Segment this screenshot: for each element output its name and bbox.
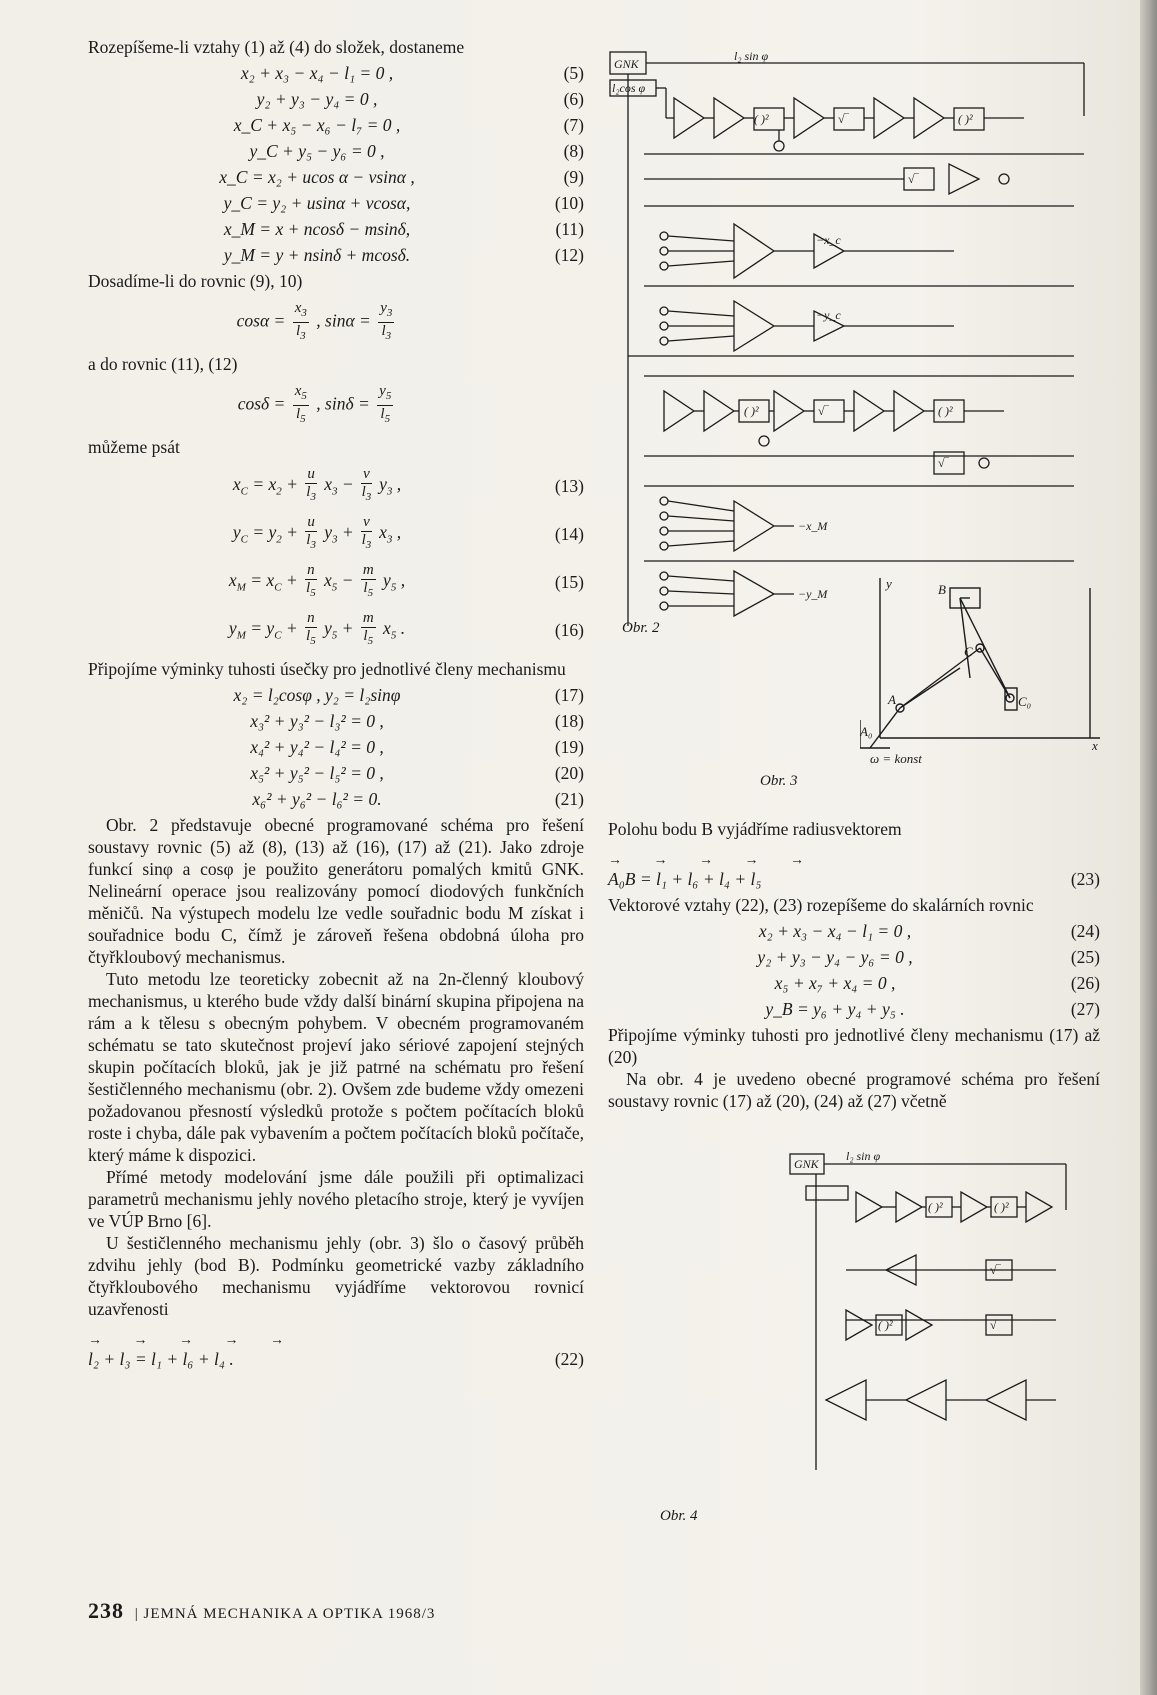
equation-expression: x₆² + y₆² − l₆² = 0. (252, 789, 382, 809)
equation-number: (17) (554, 685, 584, 705)
equation-expression: x₅² + y₅² − l₅² = 0 , (250, 763, 384, 783)
svg-text:( )²: ( )² (744, 404, 759, 418)
equation-number: (10) (554, 193, 584, 213)
equation-cos-alpha: cosα = $\frac{x_3}{l_3}$ , sinα = $\frac{y_3}{l_3}$ (236, 300, 393, 342)
equation-expression: y_C + y₅ − y₆ = 0 , (249, 141, 385, 161)
l2sin-label: l₂ sin φ (734, 49, 769, 63)
page-number: 238 (88, 1598, 124, 1623)
svg-text:−y_M: −y_M (798, 587, 828, 601)
equation-expression: x₂ = l₂cosφ , y₂ = l₂sinφ (233, 685, 401, 705)
equation-number: (21) (554, 789, 584, 809)
equation-number: (27) (1070, 999, 1100, 1019)
svg-text:B: B (938, 582, 946, 597)
l2sin-label-fig4: l₂ sin φ (846, 1150, 881, 1163)
equation-25 (608, 946, 1100, 968)
svg-text:√‾: √‾ (908, 172, 919, 186)
page-edge (1140, 0, 1157, 1695)
equation-expression: y_B = y₆ + y₄ + y₅ . (765, 999, 905, 1019)
paragraph-obr2: Obr. 2 představuje obecné programované schéma pro řešení soustavy rovnic (5) až (8), (13) až (16), (17) až (21). Jako zdroje funkcí sinφ a cosφ je použito generátoru pomalých kmitů GNK. Nelineární operace jsou realizovány pomocí diodových funkčních měničů. Na výstupech modelu lze vedle souřadnic bodu M získat i souřadnice bodu C, čímž je zároveň řešena obdobná úloha pro čtyřkloubový mechanismus. (88, 815, 584, 967)
equation-number: (8) (563, 141, 584, 161)
equation-21 (88, 788, 584, 810)
equation-expression: y_C = y₂ + usinα + vcosα, (223, 193, 411, 213)
right-paragraph-obr4: Na obr. 4 je uvedeno obecné programové schéma pro řešení soustavy rovnic (17) až (20), (24) až (27) včetně (608, 1069, 1100, 1111)
equation-number: (5) (563, 63, 584, 83)
equation-26 (608, 972, 1100, 994)
svg-text:y: y (886, 576, 892, 591)
svg-text:−x_c: −x_c (816, 233, 841, 247)
figure-3-mechanism (860, 568, 1110, 768)
svg-text:( )²: ( )² (994, 1200, 1009, 1214)
equation-number: (18) (554, 711, 584, 731)
gnk-label-fig4: GNK (794, 1157, 819, 1171)
equation-18 (88, 710, 584, 732)
svg-text:√‾: √‾ (838, 112, 849, 126)
equation-5 (88, 62, 584, 84)
equation-15: $x_M = x_C$ + $\frac{n}{l_5}$ $x_5$ − $\frac{m}{l_5}$ $y_5$ , (15) (228, 562, 584, 599)
equation-7 (88, 114, 584, 136)
equation-number: (9) (563, 167, 584, 187)
svg-text:√‾: √‾ (938, 456, 949, 470)
equation-number: (11) (555, 219, 584, 239)
can-write-text: můžeme psát (88, 437, 180, 457)
equation-expression: x₄² + y₄² − l₄² = 0 , (250, 737, 384, 757)
svg-text:( )²: ( )² (928, 1200, 943, 1214)
equation-number: (26) (1070, 973, 1100, 993)
substitution-text: Dosadíme-li do rovnic (9), 10) (88, 271, 303, 291)
figure-2-schematic (604, 46, 1104, 626)
equation-expression: y_M = y + nsinδ + mcosδ. (223, 245, 411, 265)
svg-text:−x_M: −x_M (798, 519, 828, 533)
page-footer: 238 | JEMNÁ MECHANIKA A OPTIKA 1968/3 (88, 1598, 436, 1623)
equation-number: (20) (554, 763, 584, 783)
equation-23: A₀B = l₁ + l₆ + l₄ + l₅ (23) (608, 869, 1100, 889)
equation-19 (88, 736, 584, 758)
gnk-label: GNK (614, 57, 639, 71)
equation-expression: x_M = x + ncosδ − msinδ, (223, 219, 411, 239)
right-paragraph-radius: Polohu bodu B vyjádříme radiusvektorem (608, 819, 902, 839)
right-column (608, 818, 1100, 1112)
figure-4-caption: Obr. 4 (660, 1508, 698, 1524)
equation-12 (88, 244, 584, 266)
svg-text:√‾: √‾ (990, 1318, 1001, 1332)
paragraph-needle: U šestičlenného mechanismu jehly (obr. 3) šlo o časový průběh zdvihu jehly (bod B). Podmínku geometrické vazby základního čtyřkloubového mechanismu vyjádříme vektorovou rovnicí uzavřenosti (88, 1233, 584, 1319)
equation-24 (608, 920, 1100, 942)
paragraph-generalization: Tuto metodu lze teoreticky zobecnit až na 2n-členný kloubový mechanismus, u kterého bude vždy další binární skupina připojena na rám a k tělesu s obecným pohybem. V obecném programovaném schématu se tato skutečnost projeví jako sériové zapojení stejných skupin počítacích bloků, jak je již patrné na schématu pro řešení šestičlenného mechanismu (obr. 2). Ovšem zde budeme vždy omezeni požadovanou přesností výsledků protože s počtem počítacích bloků roste i chyba, dále pak vybavením a počtem počítacích bloků počítače, který máme k dispozici. (88, 969, 584, 1165)
figure-2-caption: Obr. 2 (622, 620, 660, 636)
equation-number: (19) (554, 737, 584, 757)
equation-20 (88, 762, 584, 784)
equation-6 (88, 88, 584, 110)
equation-8 (88, 140, 584, 162)
left-column (88, 36, 584, 1374)
equation-13: $x_C = x_2$ + $\frac{u}{l_3}$ $x_3$ − $\frac{v}{l_3}$ $y_3$ , (13) (232, 466, 584, 503)
equation-expression: x_C = x₂ + ucos α − vsinα , (219, 167, 415, 187)
equation-expression: x₅ + x₇ + x₄ = 0 , (774, 973, 896, 993)
equation-10 (88, 192, 584, 214)
equations-24-27 (608, 920, 1100, 1020)
intro-text: Rozepíšeme-li vztahy (1) až (4) do složek, dostaneme (88, 37, 465, 57)
equation-27 (608, 998, 1100, 1020)
svg-text:−y_c: −y_c (816, 308, 841, 322)
equation-17 (88, 684, 584, 706)
svg-text:( )²: ( )² (878, 1318, 893, 1332)
omega-label: ω = konst (870, 751, 922, 766)
paragraph-optimization: Přímé metody modelování jsme dále použili při optimalizaci parametrů mechanismu jehly nového pletacího stroje, který je vyvíjen ve VÚP Brno [6]. (88, 1167, 584, 1231)
equation-expression: x₂ + x₃ − x₄ − l₁ = 0 , (758, 921, 912, 941)
equation-11 (88, 218, 584, 240)
equation-number: (12) (554, 245, 584, 265)
rigidity-text: Připojíme výminky tuhosti úsečky pro jednotlivé členy mechanismu (88, 659, 566, 679)
svg-text:( )²: ( )² (754, 112, 769, 126)
svg-text:( )²: ( )² (958, 112, 973, 126)
journal-name: JEMNÁ MECHANIKA A OPTIKA 1968/3 (143, 1606, 436, 1622)
equation-9 (88, 166, 584, 188)
equations-17-21 (88, 684, 584, 810)
equation-number: (24) (1070, 921, 1100, 941)
svg-text:x: x (1092, 738, 1098, 753)
equation-22: l₂ + l₃ = l₁ + l₆ + l₄ . (22) (88, 1349, 584, 1369)
equation-expression: y₂ + y₃ − y₄ − y₆ = 0 , (757, 947, 913, 967)
svg-text:√‾: √‾ (990, 1263, 1001, 1277)
right-paragraph-rigidity: Připojíme výminky tuhosti pro jednotlivé členy mechanismu (17) až (20) (608, 1025, 1100, 1067)
equation-expression: x₂ + x₃ − x₄ − l₁ = 0 , (240, 63, 394, 83)
svg-text:A₀: A₀ (860, 724, 873, 739)
equation-number: (25) (1070, 947, 1100, 967)
svg-text:A: A (888, 692, 896, 707)
svg-text:C: C (964, 644, 973, 659)
svg-text:√‾: √‾ (818, 404, 829, 418)
equations-5-12 (88, 62, 584, 266)
equation-expression: x_C + x₅ − x₆ − l₇ = 0 , (233, 115, 401, 135)
right-paragraph-scalar: Vektorové vztahy (22), (23) rozepíšeme do skalárních rovnic (608, 895, 1034, 915)
figure-4-schematic (786, 1150, 1086, 1490)
svg-text:( )²: ( )² (938, 404, 953, 418)
equation-16: $y_M = y_C$ + $\frac{n}{l_5}$ $y_5$ + $\frac{m}{l_5}$ $x_5$ . (16) (228, 610, 584, 647)
equation-number: (7) (563, 115, 584, 135)
l2cos-label: l₂cos φ (612, 81, 646, 95)
equation-number: (6) (563, 89, 584, 109)
equation-expression: x₃² + y₃² − l₃² = 0 , (250, 711, 384, 731)
right-vector-arrows: → → → → → (608, 853, 818, 868)
equation-14: $y_C = y_2$ + $\frac{u}{l_3}$ $y_3$ + $\frac{v}{l_3}$ $x_3$ , (14) (232, 514, 584, 551)
figure-3-caption: Obr. 3 (760, 773, 798, 789)
equation-cos-delta: cosδ = $\frac{x_5}{l_5}$ , sinδ = $\frac{y_5}{l_5}$ (237, 383, 392, 425)
vector-arrows: → → → → → (88, 1333, 298, 1348)
equation-expression: y₂ + y₃ − y₄ = 0 , (256, 89, 378, 109)
svg-text:C₀: C₀ (1018, 694, 1032, 709)
and-into-text: a do rovnic (11), (12) (88, 354, 238, 374)
